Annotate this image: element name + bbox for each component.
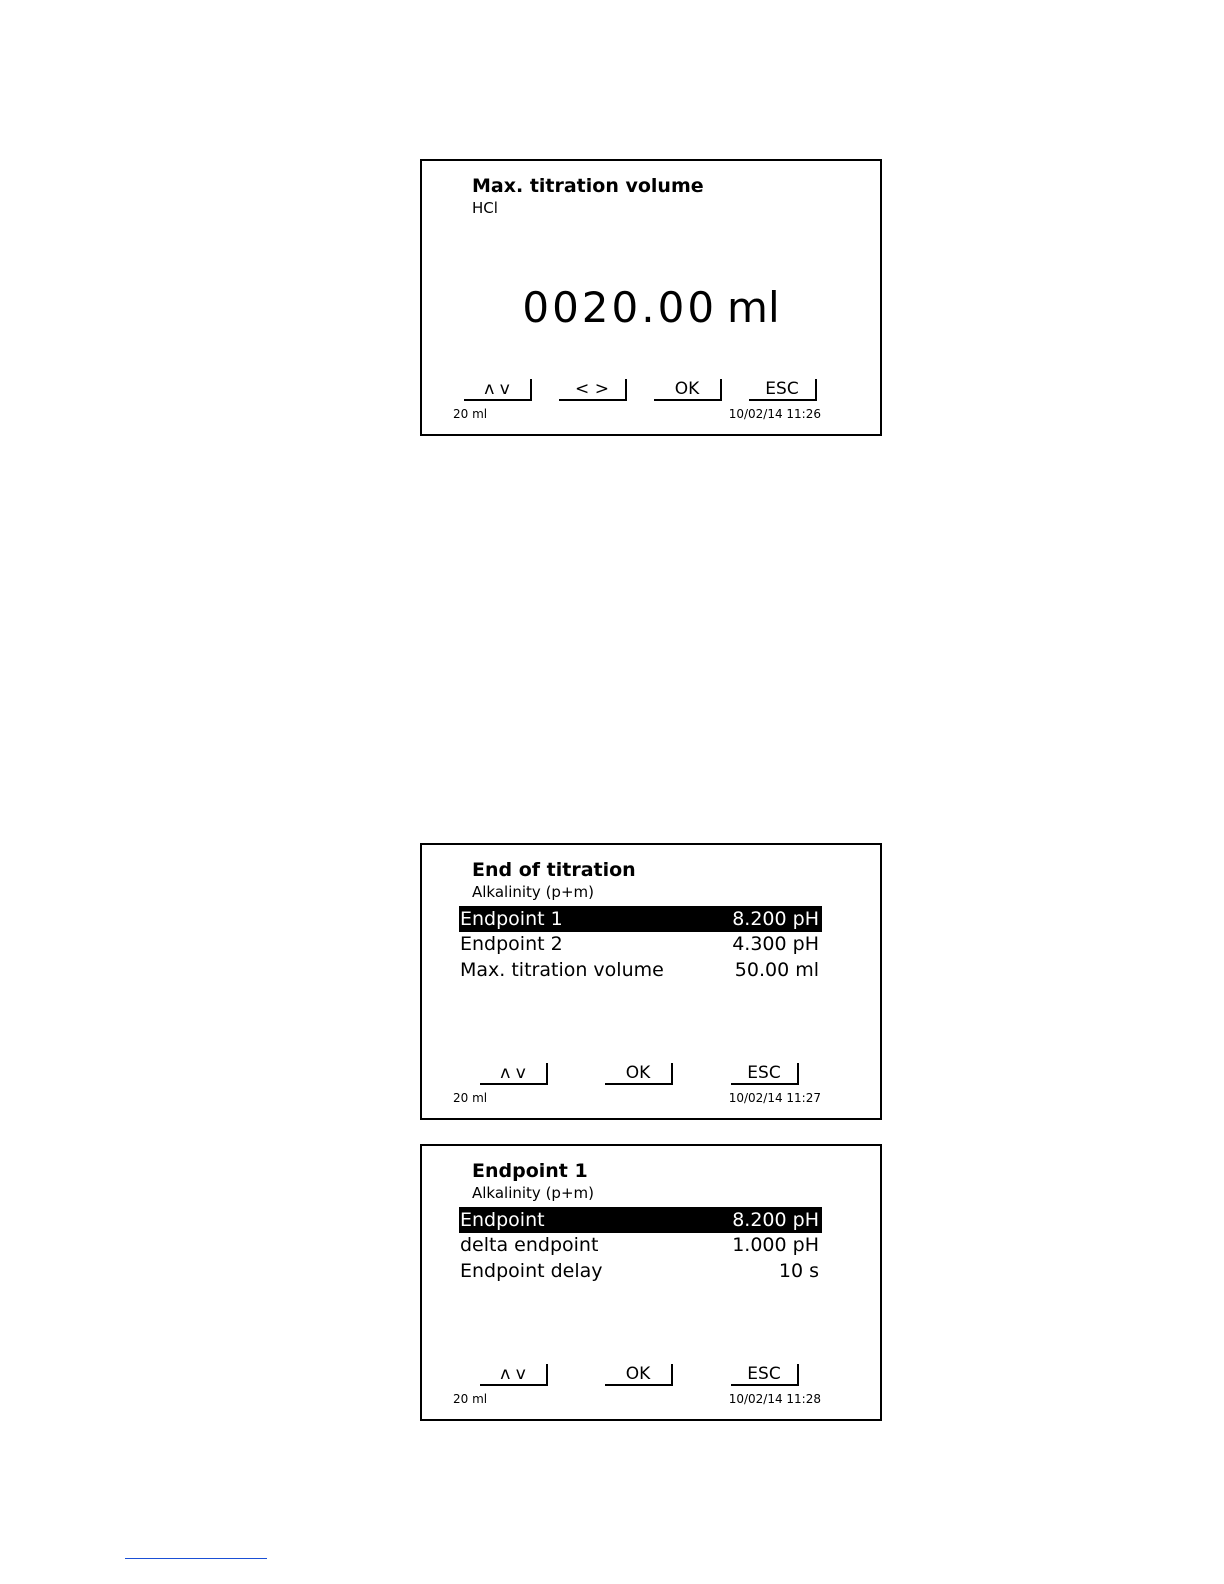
date-time: 10/02/14 11:26 — [728, 407, 821, 421]
parameter-list — [459, 906, 822, 983]
parameter-list — [459, 1207, 822, 1284]
row-value: 1.000 pH — [732, 1234, 819, 1257]
esc-softkey[interactable]: ESC — [731, 1364, 799, 1386]
date-time: 10/02/14 11:27 — [728, 1091, 821, 1105]
footer-link-underline[interactable] — [125, 1558, 267, 1559]
up-down-softkey[interactable]: ʌ v — [480, 1364, 548, 1386]
row-value: 4.300 pH — [732, 933, 819, 956]
max-titration-volume-screen — [420, 159, 882, 436]
volume-value-display[interactable] — [422, 283, 880, 332]
end-of-titration-screen — [420, 843, 882, 1120]
volume-unit: ml — [727, 283, 780, 332]
left-right-softkey[interactable]: < > — [559, 379, 627, 401]
list-item-endpoint-2[interactable] — [459, 932, 822, 958]
row-label: delta endpoint — [460, 1234, 599, 1257]
ok-softkey[interactable]: OK — [605, 1063, 673, 1085]
screen-title: Endpoint 1 — [472, 1160, 588, 1182]
row-value: 8.200 pH — [732, 1208, 819, 1231]
screen-subtitle: Alkalinity (p+m) — [472, 1184, 594, 1202]
list-item-delta-endpoint[interactable] — [459, 1233, 822, 1259]
date-time: 10/02/14 11:28 — [728, 1392, 821, 1406]
ok-softkey[interactable]: OK — [605, 1364, 673, 1386]
list-item-endpoint-delay[interactable] — [459, 1258, 822, 1284]
screen-title: End of titration — [472, 859, 636, 881]
row-label: Endpoint delay — [460, 1259, 603, 1282]
burette-size: 20 ml — [453, 1091, 488, 1105]
volume-value: 0020.00 — [522, 283, 718, 332]
list-item-endpoint-1[interactable] — [459, 906, 822, 932]
row-label: Endpoint 2 — [460, 933, 563, 956]
burette-size: 20 ml — [453, 407, 488, 421]
up-down-softkey[interactable]: ʌ v — [480, 1063, 548, 1085]
ok-softkey[interactable]: OK — [654, 379, 722, 401]
screen-subtitle: HCl — [472, 199, 498, 217]
esc-softkey[interactable]: ESC — [749, 379, 817, 401]
up-down-softkey[interactable]: ʌ v — [464, 379, 532, 401]
esc-softkey[interactable]: ESC — [731, 1063, 799, 1085]
list-item-max-titration-volume[interactable] — [459, 957, 822, 983]
list-item-endpoint[interactable] — [459, 1207, 822, 1233]
row-value: 10 s — [778, 1259, 819, 1282]
burette-size: 20 ml — [453, 1392, 488, 1406]
endpoint-1-screen — [420, 1144, 882, 1421]
screen-subtitle: Alkalinity (p+m) — [472, 883, 594, 901]
row-label: Endpoint 1 — [460, 907, 563, 930]
row-label: Endpoint — [460, 1208, 545, 1231]
screen-title: Max. titration volume — [472, 175, 704, 197]
row-value: 50.00 ml — [734, 958, 819, 981]
row-value: 8.200 pH — [732, 907, 819, 930]
row-label: Max. titration volume — [460, 958, 664, 981]
